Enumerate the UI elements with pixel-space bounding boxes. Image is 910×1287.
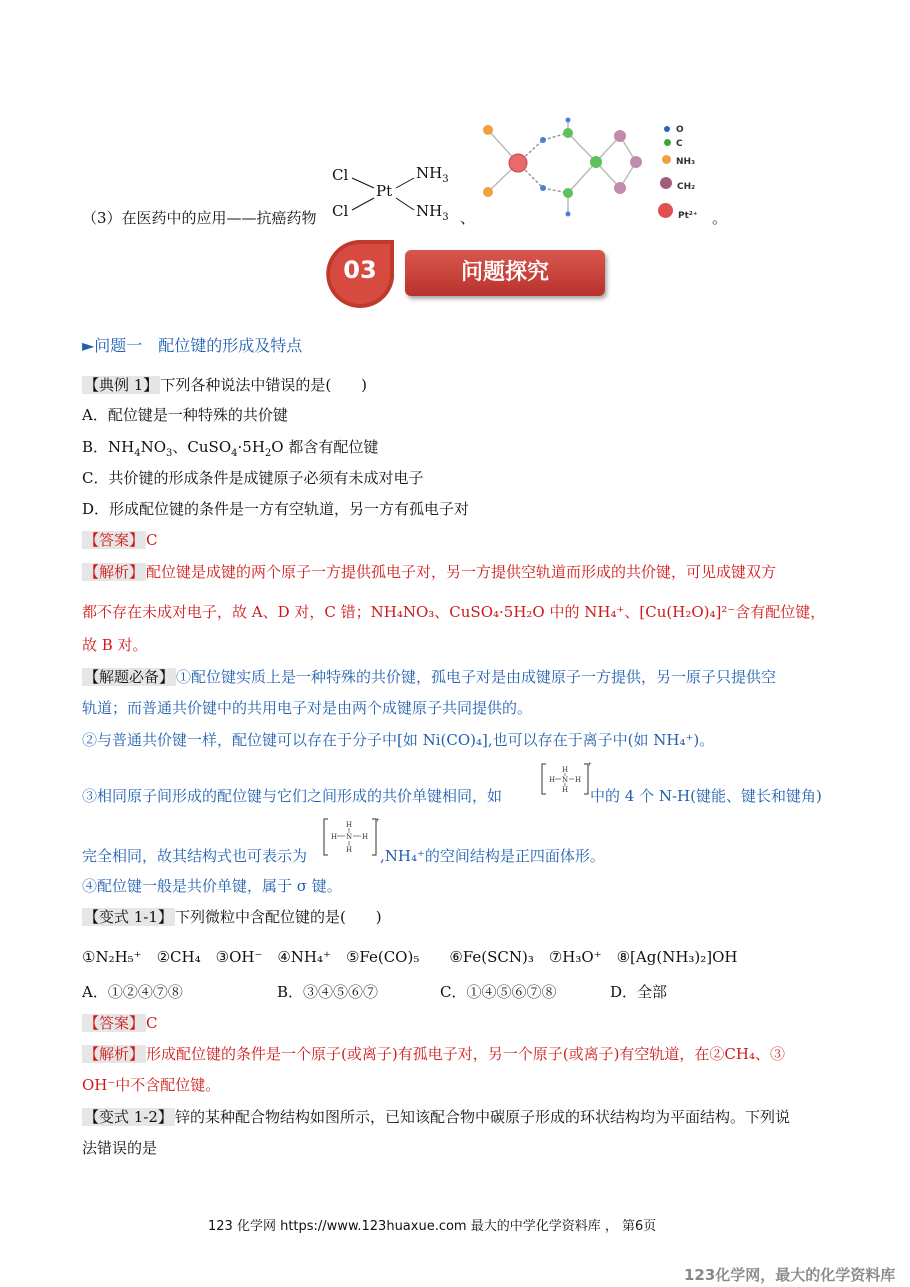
legend-c: C	[664, 139, 683, 149]
legend-nh3: NH₃	[662, 155, 695, 167]
variant12-stem-line1: 【变式 1-2】 锌的某种配合物结构如图所示，已知该配合物中碳原子形成的环状结构均为平面结构。下列说	[84, 1108, 790, 1126]
essentials-point3-cont: 完全相同，故其结构式也可表示为	[82, 847, 308, 865]
page-footer: 123 化学网 https://www.123huaxue.com 最大的中学化学资料库 ， 第6页	[208, 1219, 657, 1234]
section-title: 问题探究	[460, 260, 549, 285]
section-title-banner	[405, 250, 605, 296]
cl-atom-1: Cl	[332, 166, 349, 184]
example1-analysis-line3: 故 B 对。	[82, 636, 148, 654]
example1-option-b: B．$NH_4NO_3$、$CuSO_4\cdot 5H_2O$ 都含有配位键	[82, 438, 379, 459]
svg-text:H: H	[331, 833, 338, 841]
medicine-line-end: 。	[712, 209, 728, 227]
example1-option-c: C．共价键的形成条件是成键原子必须有未成对电子	[82, 469, 424, 487]
cl-atom-2: Cl	[332, 202, 349, 220]
essentials-point2: ②与普通共价键一样，配位键可以存在于分子中[如 Ni(CO)₄],也可以存在于离子中(如 NH₄⁺)。	[82, 731, 715, 749]
variant11-analysis-line2: OH⁻中不含配位键。	[82, 1076, 221, 1094]
svg-text:H: H	[562, 786, 569, 794]
variant11-items: ①N₂H₅⁺ ②CH₄ ③OH⁻ ④NH₄⁺ ⑤Fe(CO)₅ ⑥Fe(SCN)₃ ⑦H₃O⁺ ⑧[Ag(NH₃)₂]OH	[82, 948, 738, 966]
variant11-option-b: B．③④⑤⑥⑦	[277, 983, 379, 1001]
cisplatin-bonds	[330, 160, 460, 226]
example1-stem: 【典例 1】 下列各种说法中错误的是( )	[84, 376, 368, 394]
legend-ch2: CH₂	[660, 177, 695, 192]
nh3-group-1: $NH_3$	[416, 164, 449, 185]
variant11-answer: 【答案】 C	[84, 1014, 158, 1032]
section-number: 03	[343, 256, 377, 284]
variant12-stem-line2: 法错误的是	[82, 1139, 158, 1157]
pt-atom: Pt	[376, 182, 393, 200]
cisplatin-structure	[330, 160, 460, 226]
svg-text:+: +	[375, 817, 381, 824]
carboplatin-model-image	[478, 118, 648, 228]
svg-text:H: H	[346, 821, 353, 829]
svg-text:N: N	[346, 833, 353, 841]
nh3-group-2: $NH_3$	[416, 202, 449, 223]
watermark: 123化学网，最大的化学资料库	[684, 1266, 896, 1284]
medicine-line-prefix: （3）在医药中的应用——抗癌药物	[82, 209, 317, 227]
svg-text:N: N	[562, 776, 569, 784]
variant11-analysis-line1: 【解析】 形成配位键的条件是一个原子(或离子)有孤电子对，另一个原子(或离子)有空轨道，在②CH₄、③	[84, 1045, 785, 1063]
ammonium-structure-diagram-2	[322, 815, 381, 861]
svg-text:H: H	[562, 766, 569, 774]
svg-text:H: H	[362, 833, 369, 841]
legend-pt: Pt²⁺	[658, 203, 698, 221]
example1-analysis-line1: 【解析】 配位键是成键的两个原子一方提供孤电子对，另一方提供空轨道而形成的共价键，可见成键双方	[84, 563, 777, 581]
ammonium-structure-diagram-1	[540, 760, 593, 800]
svg-text:H: H	[575, 776, 582, 784]
question-heading: ►问题一 配位键的形成及特点	[82, 336, 303, 355]
variant11-option-a: A．①②④⑦⑧	[82, 983, 183, 1001]
essentials-line2: 轨道；而普通共价键中的共用电子对是由两个成键原子共同提供的。	[82, 699, 533, 717]
essentials-point3-start: ③相同原子间形成的配位键与它们之间形成的共价单键相同，如	[82, 787, 503, 805]
example1-answer: 【答案】 C	[84, 531, 158, 549]
essentials-point3-tail: ,NH₄⁺的空间结构是正四面体形。	[380, 847, 605, 865]
variant11-option-c: C．①④⑤⑥⑦⑧	[440, 983, 557, 1001]
medicine-separator: 、	[460, 209, 476, 227]
essentials-point3-end: 中的 4 个 N-H(键能、键长和键角)	[590, 787, 822, 805]
example1-option-d: D．形成配位键的条件是一方有空轨道，另一方有孤电子对	[82, 500, 470, 518]
model-legend	[660, 123, 720, 223]
variant11-stem: 【变式 1-1】 下列微粒中含配位键的是( )	[84, 908, 382, 926]
example1-analysis-line2: 都不存在未成对电子，故 A、D 对，C 错；NH₄NO₃、CuSO₄·5H₂O 中的 NH₄⁺、[Cu(H₂O)₄]²⁻含有配位键，	[82, 603, 826, 621]
legend-o: O	[664, 125, 684, 135]
example1-option-a: A．配位键是一种特殊的共价键	[82, 406, 288, 424]
variant11-option-d: D．全部	[610, 983, 668, 1001]
svg-text:H: H	[346, 846, 353, 854]
essentials-point4: ④配位键一般是共价单键，属于 σ 键。	[82, 877, 342, 895]
essentials-line1: 【解题必备】 ①配位键实质上是一种特殊的共价键，孤电子对是由成键原子一方提供，另一原子只提供空	[84, 668, 777, 686]
svg-text:H: H	[549, 776, 556, 784]
svg-text:+: +	[587, 761, 593, 768]
